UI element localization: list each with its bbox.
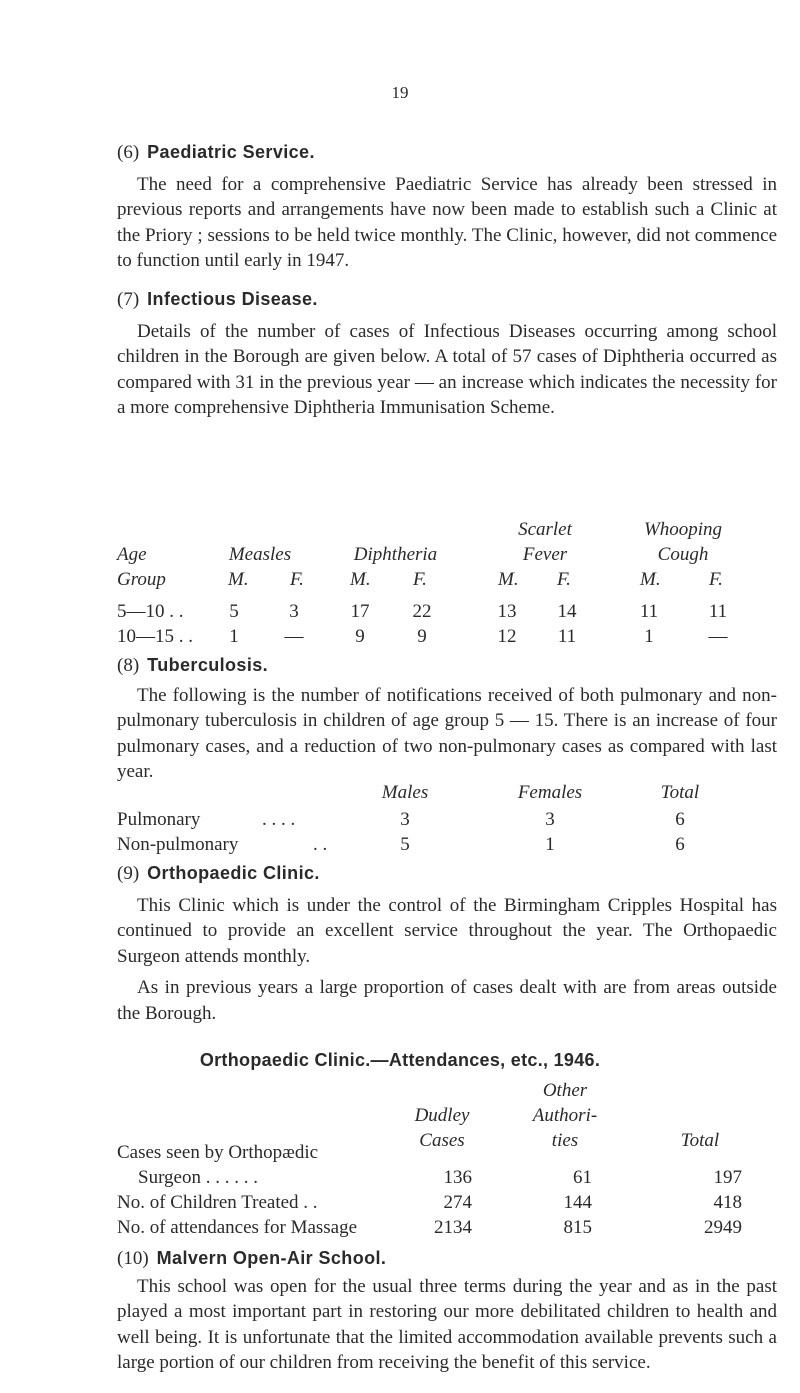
section-number: (7) [117, 289, 140, 310]
header-total: Total [660, 782, 700, 803]
row-label: Cases seen by Orthopædic [117, 1142, 319, 1163]
section-number: (9) [117, 863, 140, 884]
header-dudley: Dudley [414, 1105, 470, 1126]
row-leader: . . [313, 834, 328, 855]
cell: 2949 [704, 1217, 742, 1238]
section-paragraph: The need for a comprehensive Paediatric Service has already been stressed in previous reports and arrangements have now been made to establish such a Clinic at the Priory ; sessions to be held twice monthly. The Clinic, however, did not commence to function until early in 1947. [117, 173, 777, 271]
section-number: (10) [117, 1248, 149, 1269]
row-group: 10—15 . . [117, 626, 193, 647]
cell: 274 [443, 1192, 472, 1213]
header-total: Total [680, 1130, 720, 1151]
section-title: Tuberculosis. [147, 655, 269, 675]
row-label: No. of attendances for Massage [117, 1217, 358, 1238]
header-ties: ties [551, 1130, 579, 1151]
cell: 197 [713, 1167, 742, 1188]
section-paragraph: Details of the number of cases of Infectious Diseases occurring among school children in the Borough are given below. A total of 57 cases of Diphtheria occurred as compared with 31 in the previous year — an increase which indicates the necessity for a more comprehensive Diphtheria Immunisation Scheme. [117, 320, 777, 418]
header-measles-m: M. [228, 569, 249, 590]
cell: 815 [563, 1217, 592, 1238]
header-whoop-f: F. [709, 569, 723, 590]
cell: — [708, 626, 728, 647]
cell: 22 [412, 601, 432, 622]
header-scar-f: F. [557, 569, 571, 590]
header-age: Age [117, 544, 147, 565]
cell: 61 [573, 1167, 592, 1188]
row-label-cont: Surgeon . . . . . . [138, 1167, 258, 1188]
cell: 136 [443, 1167, 472, 1188]
header-cases: Cases [419, 1130, 465, 1151]
header-scar-m: M. [498, 569, 519, 590]
header-fever: Fever [522, 544, 568, 565]
section-malvern-school [117, 1246, 777, 1376]
cell: 3 [545, 809, 555, 830]
header-cough: Cough [657, 544, 709, 565]
header-whoop-m: M. [640, 569, 661, 590]
header-diph-m: M. [350, 569, 371, 590]
cell: 418 [713, 1192, 742, 1213]
cell: 6 [675, 834, 685, 855]
table-title: Orthopaedic Clinic.—Attendances, etc., 1946. [199, 1050, 601, 1070]
cell: 11 [557, 626, 577, 647]
section-paragraph: The following is the number of notifications received of both pulmonary and non-pulmonary tuberculosis in children of age group 5 — 15. There is an increase of four pulmonary cases, and a reduction of two non-pulmonary cases as compared with last year. [117, 684, 777, 782]
cell: 9 [417, 626, 427, 647]
cell: 5 [400, 834, 410, 855]
section-title: Malvern Open-Air School. [156, 1248, 387, 1268]
cell: 2134 [434, 1217, 472, 1238]
page-number: 19 [391, 83, 409, 102]
cell: 17 [350, 601, 370, 622]
section-title: Orthopaedic Clinic. [147, 863, 320, 883]
cell: 3 [400, 809, 410, 830]
header-measles-f: F. [290, 569, 304, 590]
header-whooping: Whooping [643, 519, 723, 540]
cell: 12 [497, 626, 517, 647]
cell: 13 [497, 601, 517, 622]
row-label: No. of Children Treated . . [117, 1192, 318, 1213]
section-title: Infectious Disease. [147, 289, 318, 309]
cell: — [284, 626, 304, 647]
section-paragraph: This school was open for the usual three terms during the year and as in the past played a most important part in restoring our more debilitated children to health and well being. It is unfortunate that the limited accommodation available prevents such a large portion of our children from receiving the benefit of this service. [117, 1275, 777, 1373]
row-label: Pulmonary [117, 809, 201, 830]
cell: 6 [675, 809, 685, 830]
row-leader: . . . . [262, 809, 296, 830]
cell: 11 [639, 601, 659, 622]
section-number: (6) [117, 142, 140, 163]
section-paragraph: This Clinic which is under the control of the Birmingham Cripples Hospital has continued to provide an excellent service throughout the year. The Orthopaedic Surgeon attends monthly. [117, 894, 777, 967]
section-title: Paediatric Service. [147, 142, 315, 162]
section-paragraph: As in previous years a large proportion of cases dealt with are from areas outside the Borough. [117, 977, 777, 1024]
cell: 1 [229, 626, 239, 647]
row-group: 5—10 . . [117, 601, 184, 622]
header-authori: Authori- [532, 1105, 598, 1126]
header-group: Group [117, 569, 166, 590]
header-other: Other [542, 1080, 588, 1101]
row-label: Non-pulmonary [117, 834, 239, 855]
header-diphtheria: Diphtheria [353, 544, 438, 565]
header-males: Males [381, 782, 429, 803]
cell: 1 [644, 626, 654, 647]
cell: 5 [229, 601, 239, 622]
header-females: Females [517, 782, 583, 803]
cell: 11 [708, 601, 728, 622]
cell: 3 [289, 601, 299, 622]
header-diph-f: F. [413, 569, 427, 590]
cell: 9 [355, 626, 365, 647]
section-number: (8) [117, 655, 140, 676]
header-measles: Measles [228, 544, 292, 565]
section-heading [117, 1246, 777, 1272]
header-scarlet: Scarlet [518, 519, 572, 540]
cell: 14 [557, 601, 577, 622]
cell: 144 [563, 1192, 592, 1213]
cell: 1 [545, 834, 555, 855]
